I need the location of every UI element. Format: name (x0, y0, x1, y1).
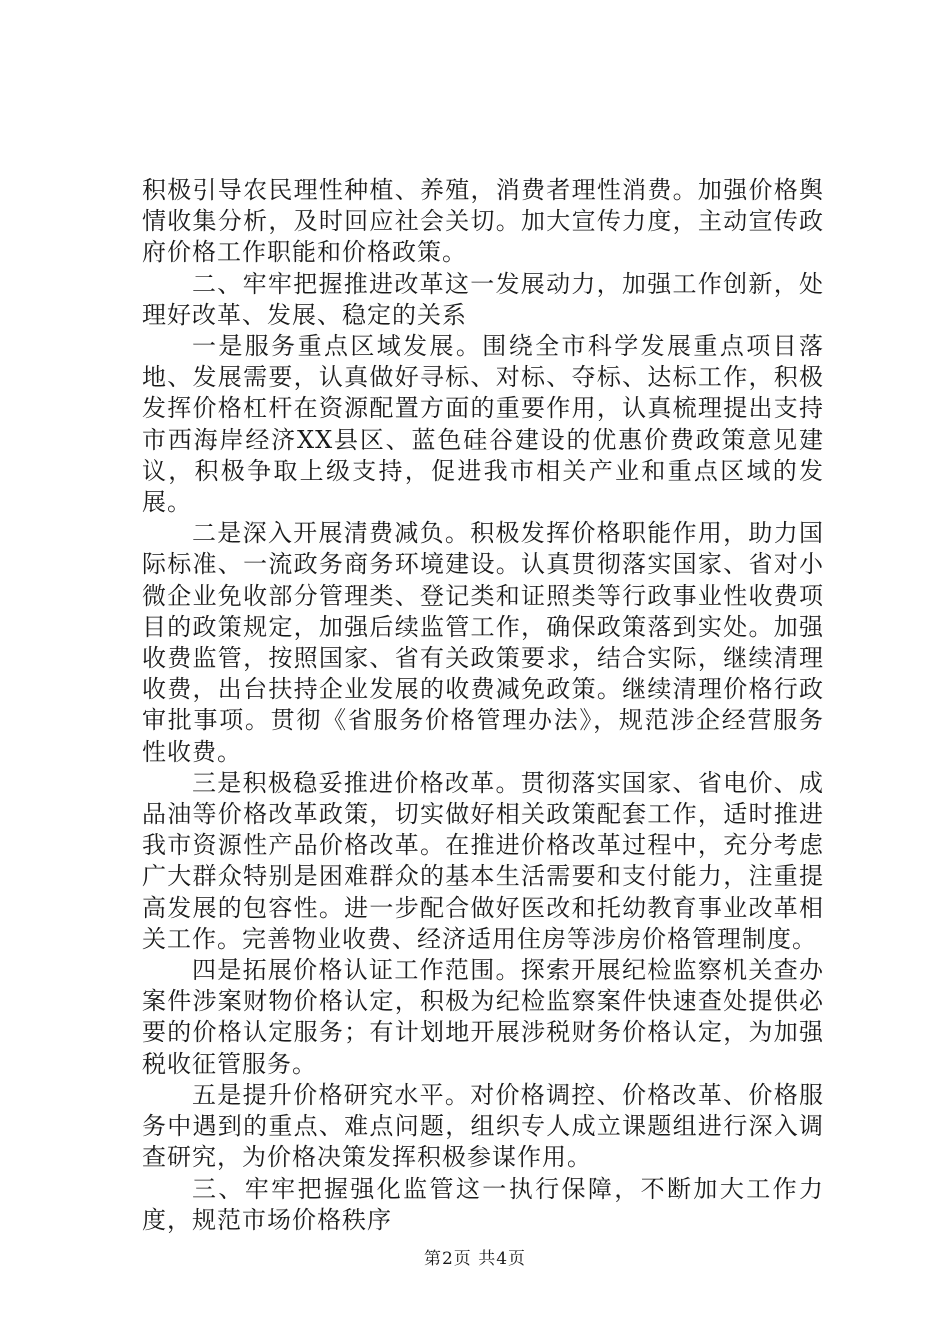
paragraph-continuation: 积极引导农民理性种植、养殖，消费者理性消费。加强价格舆情收集分析，及时回应社会关切。加大宣传力度，主动宣传政府价格工作职能和价格政策。 (142, 176, 824, 267)
document-body (142, 175, 824, 1236)
paragraph-item-three: 三是积极稳妥推进价格改革。贯彻落实国家、省电价、成品油等价格改革政策，切实做好相关政策配套工作，适时推进我市资源性产品价格改革。在推进价格改革过程中，充分考虑广大群众特别是困难群众的基本生活需要和支付能力，注重提高发展的包容性。进一步配合做好医改和托幼教育事业改革相关工作。完善物业收费、经济适用住房等涉房价格管理制度。 (142, 768, 824, 953)
paragraph-item-four: 四是拓展价格认证工作范围。探索开展纪检监察机关查办案件涉案财物价格认定，积极为纪检监察案件快速查处提供必要的价格认定服务；有计划地开展涉税财务价格认定，为加强税收征管服务。 (142, 956, 824, 1078)
section-heading-two: 二、牢牢把握推进改革这一发展动力，加强工作创新，处理好改革、发展、稳定的关系 (142, 269, 824, 329)
paragraph-item-five: 五是提升价格研究水平。对价格调控、价格改革、价格服务中遇到的重点、难点问题，组织专人成立课题组进行深入调查研究，为价格决策发挥积极参谋作用。 (142, 1080, 824, 1172)
paragraph-item-one: 一是服务重点区域发展。围绕全市科学发展重点项目落地、发展需要，认真做好寻标、对标、夺标、达标工作，积极发挥价格杠杆在资源配置方面的重要作用，认真梳理提出支持市西海岸经济XX县区、蓝色硅谷建设的优惠价费政策意见建议，积极争取上级支持，促进我市相关产业和重点区域的发展。 (142, 332, 824, 517)
paragraph-item-two: 二是深入开展清费减负。积极发挥价格职能作用，助力国际标准、一流政务商务环境建设。认真贯彻落实国家、省对小微企业免收部分管理类、登记类和证照类等行政事业性收费项目的政策规定，加强后续监管工作，确保政策落到实处。加强收费监管，按照国家、省有关政策要求，结合实际，继续清理收费，出台扶持企业发展的收费减免政策。继续清理价格行政审批事项。贯彻《省服务价格管理办法》，规范涉企经营服务性收费。 (142, 519, 824, 766)
page-number-footer: 第2页 共4页 (423, 1249, 527, 1269)
section-heading-three: 三、牢牢把握强化监管这一执行保障，不断加大工作力度，规范市场价格秩序 (142, 1174, 824, 1234)
